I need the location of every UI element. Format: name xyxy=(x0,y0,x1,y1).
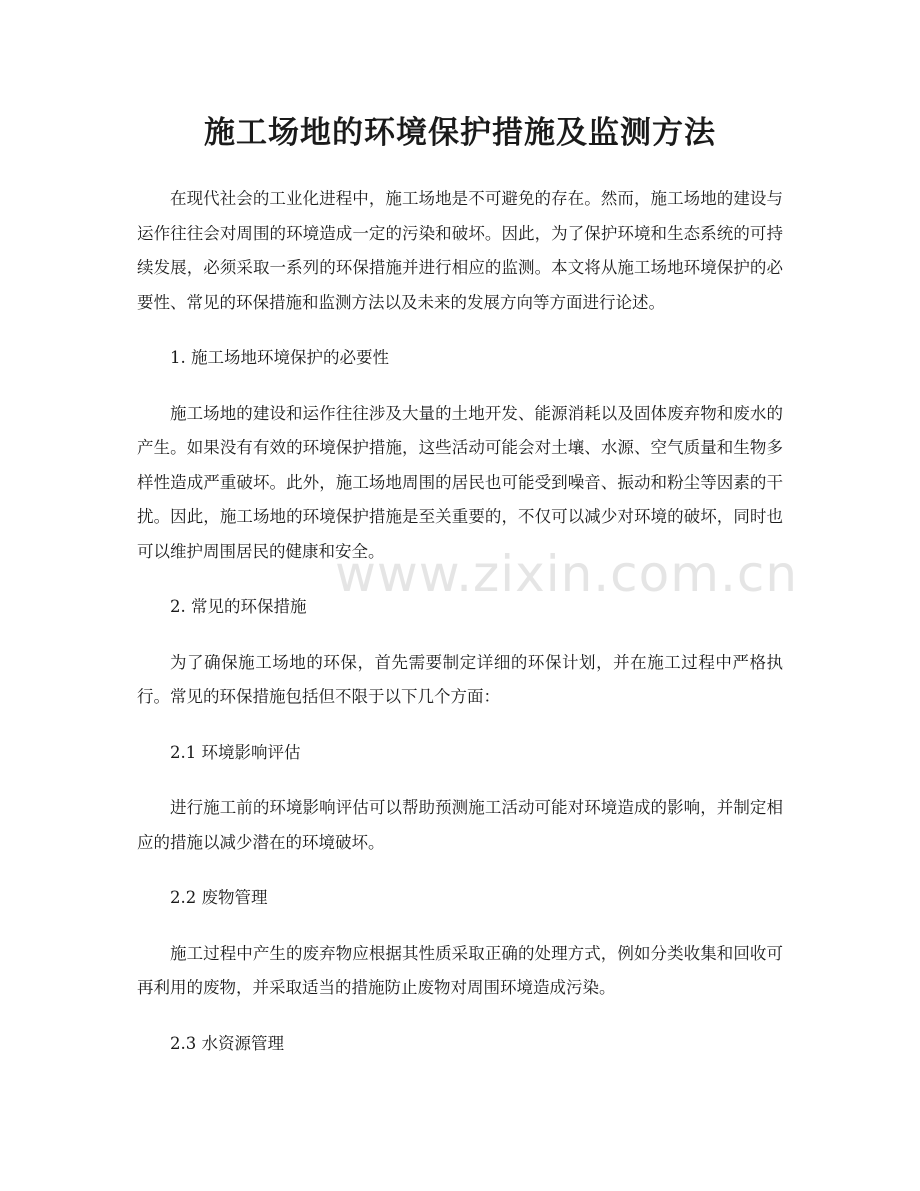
document-body xyxy=(137,182,783,1082)
section-2-1-paragraph: 进行施工前的环境影响评估可以帮助预测施工活动可能对环境造成的影响，并制定相应的措施以减少潜在的环境破坏。 xyxy=(137,798,783,852)
section-2-1-heading: 2.1 环境影响评估 xyxy=(170,742,301,762)
watermark: www.zixin.com.cn xyxy=(335,545,799,603)
section-2-paragraph: 为了确保施工场地的环保，首先需要制定详细的环保计划，并在施工过程中严格执行。常见的环保措施包括但不限于以下几个方面： xyxy=(137,652,783,706)
section-1-paragraph: 施工场地的建设和运作往往涉及大量的土地开发、能源消耗以及固体废弃物和废水的产生。如果没有有效的环境保护措施，这些活动可能会对土壤、水源、空气质量和生物多样性造成严重破坏。此外，施工场地周围的居民也可能受到噪音、振动和粉尘等因素的干扰。因此，施工场地的环境保护措施是至关重要的，不仅可以减少对环境的破坏，同时也可以维护周围居民的健康和安全。 xyxy=(137,403,783,561)
section-2-2-heading: 2.2 废物管理 xyxy=(170,888,268,907)
intro-paragraph: 在现代社会的工业化进程中，施工场地是不可避免的存在。然而，施工场地的建设与运作往往会对周围的环境造成一定的污染和破坏。因此，为了保护环境和生态系统的可持续发展，必须采取一系列的环保措施并进行相应的监测。本文将从施工场地环境保护的必要性、常见的环保措施和监测方法以及未来的发展方向等方面进行论述。 xyxy=(137,189,783,312)
document-title: 施工场地的环境保护措施及监测方法 xyxy=(204,115,716,151)
section-2-heading: 2. 常见的环保措施 xyxy=(170,597,307,616)
section-2-3-heading: 2.3 水资源管理 xyxy=(170,1033,284,1053)
section-1-heading: 1. 施工场地环境保护的必要性 xyxy=(170,348,389,367)
section-2-2-paragraph: 施工过程中产生的废弃物应根据其性质采取正确的处理方式，例如分类收集和回收可再利用的废物，并采取适当的措施防止废物对周围环境造成污染。 xyxy=(137,943,783,997)
